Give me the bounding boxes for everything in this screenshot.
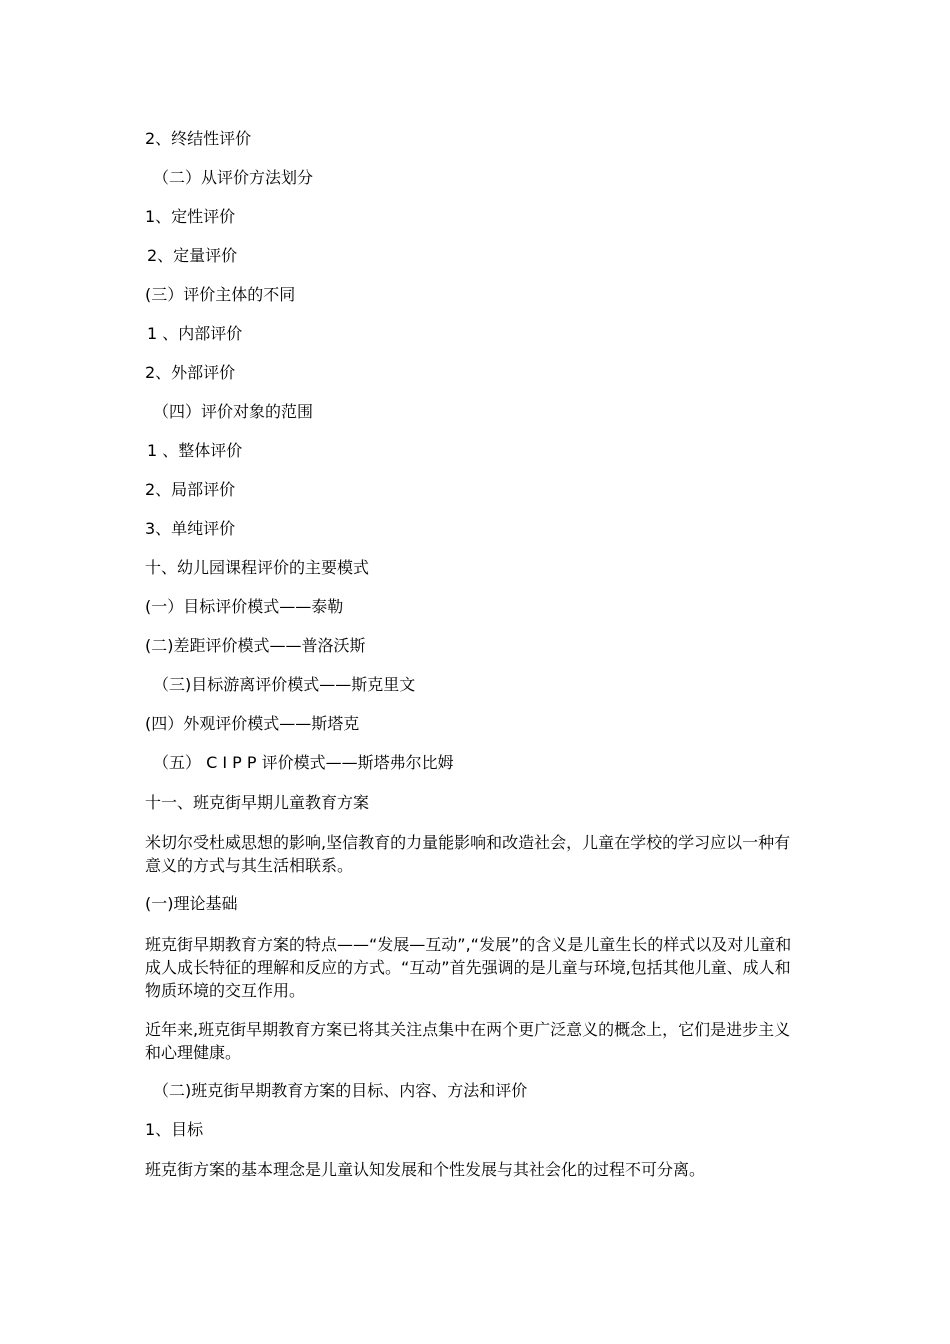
paragraph-recent-focus: 近年来,班克街早期教育方案已将其关注点集中在两个更广泛意义的概念上，它们是进步主义和心理健康。: [145, 1020, 791, 1062]
list-item-provus-model: (二)差距评价模式——普洛沃斯: [145, 636, 366, 655]
paragraph-features: 班克街早期教育方案的特点——“发展—互动”,“发展”的含义是儿童生长的样式以及对儿童和成人成长特征的理解和反应的方式。“互动”首先强调的是儿童与环境,包括其他儿童、成人和物质环境的交互作用。: [145, 935, 792, 1000]
section-heading-by-method: （二）从评价方法划分: [153, 168, 314, 187]
list-item-partial-evaluation: 2、局部评价: [145, 480, 236, 499]
list-item-qualitative-evaluation: 1、定性评价: [145, 207, 236, 226]
list-item-tyler-model: (一）目标评价模式——泰勒: [145, 597, 344, 616]
list-item-overall-evaluation: 1 、整体评价: [147, 441, 243, 460]
list-item-quantitative-evaluation: 2、定量评价: [147, 246, 238, 265]
list-item-scriven-model: （三)目标游离评价模式——斯克里文: [153, 675, 416, 694]
subheading-goals: 1、目标: [145, 1120, 204, 1139]
list-item-internal-evaluation: 1 、内部评价: [147, 324, 243, 343]
section-heading-by-scope: （四）评价对象的范围: [153, 402, 314, 421]
paragraph-basic-concept: 班克街方案的基本理念是儿童认知发展和个性发展与其社会化的过程不可分离。: [145, 1160, 706, 1179]
paragraph-mitchell: 米切尔受杜威思想的影响,坚信教育的力量能影响和改造社会，儿童在学校的学习应以一种有意义的方式与其生活相联系。: [145, 833, 791, 875]
section-heading-by-subject: (三）评价主体的不同: [145, 285, 296, 304]
section-heading-theory: (一)理论基础: [145, 894, 238, 913]
list-item-summative-evaluation: 2、终结性评价: [145, 129, 252, 148]
list-item-stake-model: (四）外观评价模式——斯塔克: [145, 714, 360, 733]
section-heading-goals-content: （二)班克街早期教育方案的目标、内容、方法和评价: [153, 1081, 528, 1100]
list-item-external-evaluation: 2、外部评价: [145, 363, 236, 382]
chapter-heading-bank-street: 十一、班克街早期儿童教育方案: [145, 793, 370, 812]
list-item-simple-evaluation: 3、单纯评价: [145, 519, 236, 538]
list-item-cipp-model: （五） C I P P 评价模式——斯塔弗尔比姆: [153, 753, 454, 772]
chapter-heading-evaluation-models: 十、幼儿园课程评价的主要模式: [145, 558, 370, 577]
